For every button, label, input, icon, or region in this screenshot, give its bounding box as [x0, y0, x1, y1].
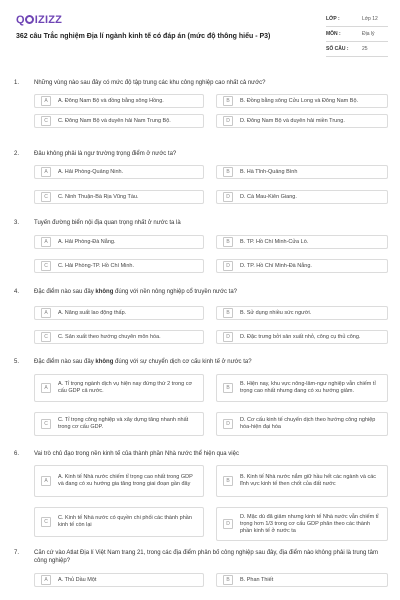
question-1 — [14, 79, 388, 124]
option-c[interactable]: C C. Sản xuất theo hướng chuyên môn hóa. — [34, 330, 204, 344]
question-7 — [14, 549, 388, 583]
question-text: Tuyến đường biển nội địa quan trọng nhất ở nước ta là — [34, 220, 181, 226]
question-text: Đặc điểm nào sau đây không đúng với sự chuyển dịch cơ cấu kinh tế ở nước ta? — [34, 359, 252, 365]
question-text: Căn cứ vào Atlat Địa lí Việt Nam trang 21, trong các địa điểm phân bố công nghiệp sau đây, địa điểm nào không phải là trung tâm công nghiệp? — [34, 550, 379, 564]
logo-u-icon — [25, 15, 34, 24]
question-number: 2. — [14, 151, 20, 157]
option-b[interactable]: B B. Hiện nay, khu vực nông-lâm-ngư nghiệp vẫn chiếm tỉ trọng cao nhất nhưng đang có xu hướng giảm. — [216, 374, 388, 402]
option-b[interactable]: B B. Hà Tĩnh-Quảng Bình — [216, 165, 388, 179]
option-c[interactable]: C C. Tỉ trọng công nghiệp và xây dựng tăng nhanh nhất trong cơ cấu GDP. — [34, 412, 204, 436]
quizizz-logo: Q IZIZZ — [16, 14, 63, 26]
question-number: 6. — [14, 451, 20, 457]
question-2 — [14, 150, 388, 200]
question-text: Đâu không phải là ngư trường trọng điểm ở nước ta? — [34, 151, 177, 157]
option-b[interactable]: B B. Sử dụng nhiều sức người. — [216, 306, 388, 320]
option-d[interactable]: D D. Mặc dù đã giảm nhưng kinh tế Nhà nước vẫn chiếm tỉ trọng hơn 1/3 trong cơ cấu GDP phân theo các thành phần kinh tế ở nước ta — [216, 507, 388, 541]
document-title: 362 câu Trắc nghiệm Địa lí ngành kinh tế có đáp án (mức độ thông hiểu - P3) — [16, 33, 271, 40]
question-number: 4. — [14, 289, 20, 295]
option-d[interactable]: D D. Cà Mau-Kiên Giang. — [216, 190, 388, 204]
option-a[interactable]: A A. Năng suất lao động thấp. — [34, 306, 204, 320]
meta-row-class: LỚP : Lớp 12 — [326, 12, 388, 27]
option-b[interactable]: B B. TP. Hồ Chí Minh-Cửa Lò. — [216, 235, 388, 249]
meta-row-question-count: SỐ CÂU : 25 — [326, 42, 388, 57]
worksheet-header — [0, 0, 400, 62]
option-b[interactable]: B B. Phan Thiết — [216, 573, 388, 587]
option-d[interactable]: D D. Đông Nam Bộ và duyên hải miền Trung. — [216, 114, 388, 128]
option-c[interactable]: C C. Ninh Thuận-Bà Rịa Vũng Tàu. — [34, 190, 204, 204]
option-d[interactable]: D D. TP. Hồ Chí Minh-Đà Nẵng. — [216, 259, 388, 273]
option-c[interactable]: C C. Đông Nam Bộ và duyên hải Nam Trung Bộ. — [34, 114, 204, 128]
question-number: 1. — [14, 80, 20, 86]
question-text: Đặc điểm nào sau đây không đúng với nền nông nghiệp cổ truyền nước ta? — [34, 289, 238, 295]
option-a[interactable]: A A. Hải Phòng-Đà Nẵng. — [34, 235, 204, 249]
option-c[interactable]: C C. Kinh tế Nhà nước có quyền chi phối các thành phần kinh tế còn lại — [34, 507, 204, 537]
option-c[interactable]: C C. Hải Phòng-TP. Hồ Chí Minh. — [34, 259, 204, 273]
option-a[interactable]: A A. Tỉ trọng ngành dịch vụ hiện nay đứng thứ 2 trong cơ cấu GDP cả nước. — [34, 374, 204, 402]
option-b[interactable]: B B. Kinh tế Nhà nước nắm giữ hầu hết các ngành và các lĩnh vực kinh tế then chốt của đất nước — [216, 465, 388, 497]
question-3 — [14, 219, 388, 269]
meta-table — [326, 12, 388, 57]
question-number: 3. — [14, 220, 20, 226]
option-d[interactable]: D D. Đặc trưng bởi sản xuất nhỏ, công cụ thủ công. — [216, 330, 388, 344]
option-b[interactable]: B B. Đồng bằng sông Cửu Long và Đông Nam Bộ. — [216, 94, 388, 108]
option-a[interactable]: A A. Hải Phòng-Quảng Ninh. — [34, 165, 204, 179]
question-number: 7. — [14, 550, 20, 556]
option-a[interactable]: A A. Đông Nam Bộ và đồng bằng sông Hồng. — [34, 94, 204, 108]
question-number: 5. — [14, 359, 20, 365]
question-text: Vai trò chủ đạo trong nền kinh tế của thành phần Nhà nước thể hiện qua việc — [34, 451, 239, 457]
option-d[interactable]: D D. Cơ cấu kinh tế chuyển dịch theo hướng công nghiệp hóa-hiện đại hóa — [216, 412, 388, 436]
question-text: Những vùng nào sau đây có mức độ tập trung các khu công nghiệp cao nhất cả nước? — [34, 80, 266, 86]
question-5 — [14, 358, 388, 430]
option-a[interactable]: A A. Kinh tế Nhà nước chiếm tỉ trọng cao nhất trong GDP và đang có xu hướng gia tăng trong giai đoạn gần đây — [34, 465, 204, 497]
question-6 — [14, 450, 388, 534]
question-4 — [14, 288, 388, 340]
option-a[interactable]: A A. Thủ Dầu Một — [34, 573, 204, 587]
meta-row-subject: MÔN : Địa lý — [326, 27, 388, 42]
